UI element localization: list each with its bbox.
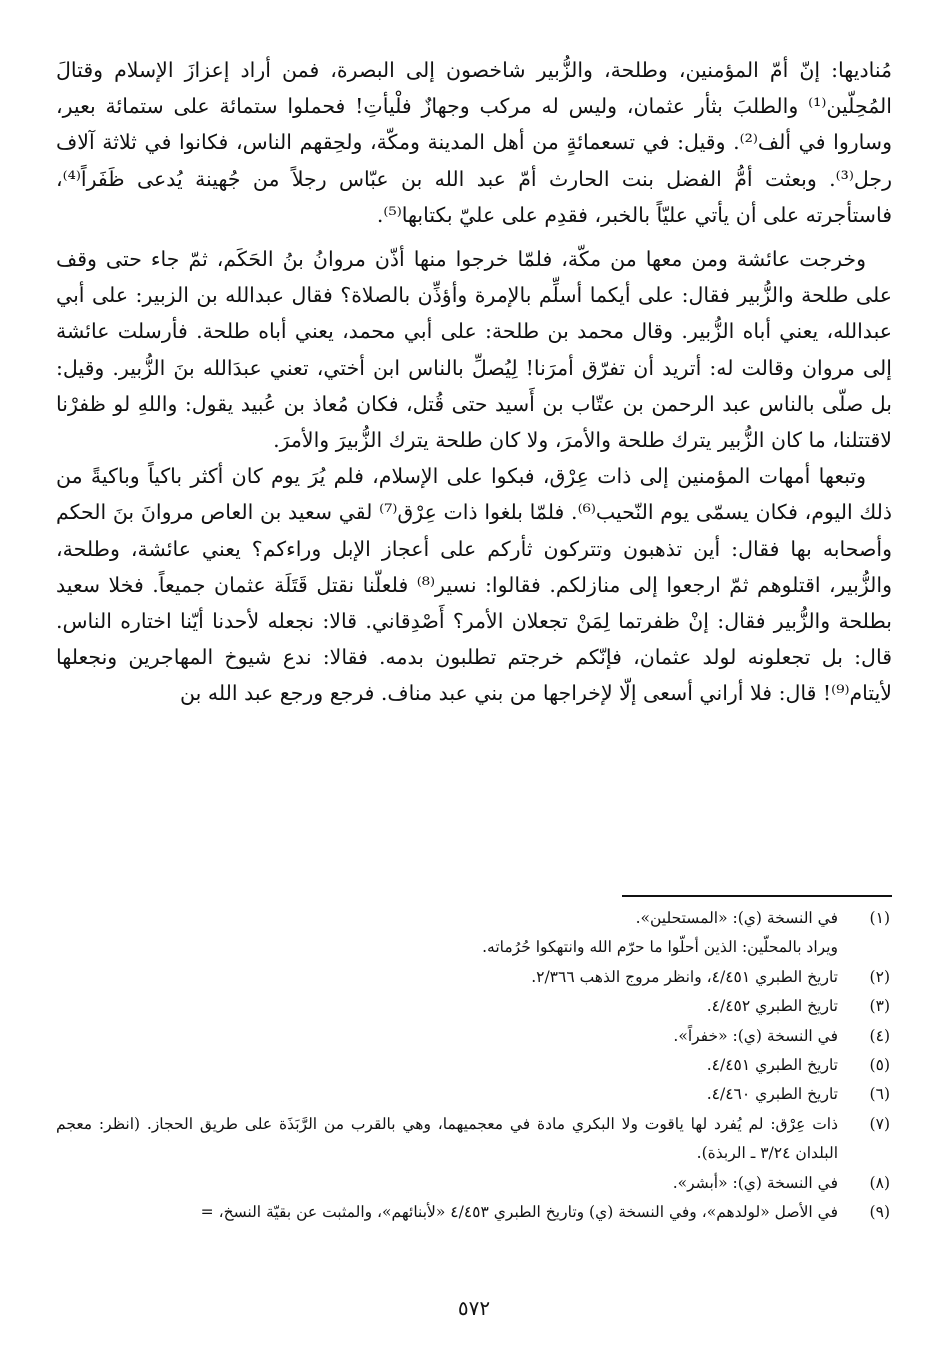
footnote: [56, 963, 892, 992]
footnote-text: تاريخ الطبري ٤/٤٦٠.: [706, 1085, 838, 1104]
footnote-number: (٤): [869, 1026, 890, 1045]
footnote-text: تاريخ الطبري ٤/٤٥٢.: [706, 997, 838, 1016]
page-number: ٥٧٢: [457, 1296, 491, 1320]
footnote: [56, 1110, 892, 1169]
footnote: [56, 1169, 892, 1198]
footnote-text: [56, 904, 838, 963]
footnote-text: تاريخ الطبري ٤/٤٥١، وانظر مروج الذهب ٢/٣٦٦.: [531, 967, 838, 986]
footnote-number: (٣): [869, 997, 890, 1016]
footnote-text: في النسخة (ي): «أبشر».: [672, 1173, 838, 1192]
footnote: [56, 992, 892, 1021]
footnote-number: (٥): [869, 1056, 890, 1075]
footnote-number: (٨): [869, 1173, 890, 1192]
footnote-line: ويراد بالمحلّين: الذين أحلّوا ما حرّم الله وانتهكوا حُرُماته.: [482, 938, 838, 957]
footnote-number: (٢): [869, 967, 890, 986]
footnote-number: (٦): [869, 1085, 890, 1104]
footnote-number: (٧): [869, 1114, 890, 1133]
footnote: [56, 1198, 892, 1227]
footnotes: [56, 904, 892, 1227]
footnote-text: ذات عِرْق: لم يُفرد لها ياقوت ولا البكري مادة في معجميهما، وهي بالقرب من الرَّبَذَة على طريق الحجاز. (انظر: معجم البلدان ٣/٢٤ ـ الربذة).: [56, 1114, 838, 1163]
footnote-line: في النسخة (ي): «المستحلين».: [635, 909, 838, 927]
footnote-number: (٩): [869, 1203, 890, 1222]
footnote-text: في النسخة (ي): «خفراً».: [673, 1026, 838, 1045]
footnote: [56, 1051, 892, 1080]
paragraph-2: وخرجت عائشة ومن معها من مكّة، فلمّا خرجوا منها أذّن مروانُ بنُ الحَكَم، ثمّ جاء حتى وقف على طلحة والزُّبير فقال: على أيكما أسلِّم بالإمرة وأؤذِّن بالصلاة؟ فقال عبدالله بن الزبير: على أبي عبدالله، يعني أباه الزُّبير. وقال محمد بن طلحة: على أبي محمد، يعني أباه طلحة. فأرسلت عائشة إلى مروان وقالت له: أتريد أن تفرّق أمرَنا! لِيُصلِّ بالناس ابن أختي، تعني عبدَالله بنَ الزُّبير. وقيل: بل صلّى بالناس عبد الرحمن بن عتّاب بن أَسيد حتى قُتل، فكان مُعاذ بن عُبيد يقول: واللهِ لو ظفرْنا لاقتتلنا، ما كان الزُّبير يترك طلحة والأمرَ، ولا كان طلحة يترك الزُّبيرَ والأمرَ.: [56, 247, 892, 453]
main-text: [56, 52, 892, 712]
footnote: [56, 1022, 892, 1051]
paragraph-3: وتبعها أمهات المؤمنين إلى ذات عِرْق، فبكوا على الإسلام، فلم يُرَ يوم كان أكثر باكياً وباكيةً من ذلك اليوم، فكان يسمّى يوم النّحيب⁽⁶⁾. فلمّا بلغوا ذات عِرْق⁽⁷⁾ لقي سعيد بن العاص مروانَ بنَ الحكم وأصحابه بها فقال: أين تذهبون وتتركون ثأركم على أعجاز الإبل وراءكم؟ يعني عائشة، وطلحة، والزُّبير، اقتلوهم ثمّ ارجعوا إلى منازلكم. فقالوا: نسير⁽⁸⁾ فلعلّنا نقتل قَتَلَة عثمان جميعاً. فخلا سعيد بطلحة والزُّبير فقال: إنْ ظفرتما لِمَنْ تجعلان الأمر؟ أَصْدِقاني. قالا: نجعله لأحدنا أيّنا اختاره الناس. قال: بل تجعلونه لولد عثمان، فإنّكم خرجتم تطلبون بدمه. فقالا: ندع شيوخ المهاجرين ونجعلها لأيتام⁽⁹⁾! قال: فلا أراني أسعى إلّا لإخراجها من بني عبد مناف. فرجع ورجع عبد الله بن: [56, 464, 893, 706]
footnote: [56, 1080, 892, 1109]
paragraph-1: مُناديها: إنّ أمّ المؤمنين، وطلحة، والزُّبير شاخصون إلى البصرة، فمن أراد إعزازَ الإسلام وقتالَ المُحِلّين⁽¹⁾ والطلبَ بثأر عثمان، وليس له مركب وجهازٌ فلْيأتِ! فحملوا ستمائة على ستمائة بعير، وساروا في ألف⁽²⁾. وقيل: في تسعمائةٍ من أهل المدينة ومكّة، ولحِقهم الناس، فكانوا في ثلاثة آلاف رجل⁽³⁾. وبعثت أمُّ الفضل بنت الحارث أمّ عبد الله بن عبّاس رجلاً من جُهينة يُدعى ظَفَراً⁽⁴⁾، فاستأجرته على أن يأتي عليّاً بالخبر، فقدِم على عليّ بكتابها⁽⁵⁾.: [56, 58, 892, 227]
footnote-text: تاريخ الطبري ٤/٤٥١.: [706, 1056, 838, 1075]
footnote-text: في الأصل «لولدهم»، وفي النسخة (ي) وتاريخ الطبري ٤/٤٥٣ «لأبنائهم»، والمثبت عن بقيّة النسخ، =: [200, 1203, 838, 1222]
footnote-number: (١): [869, 909, 890, 927]
footnote: [56, 904, 892, 963]
footnote-separator: [622, 895, 892, 897]
